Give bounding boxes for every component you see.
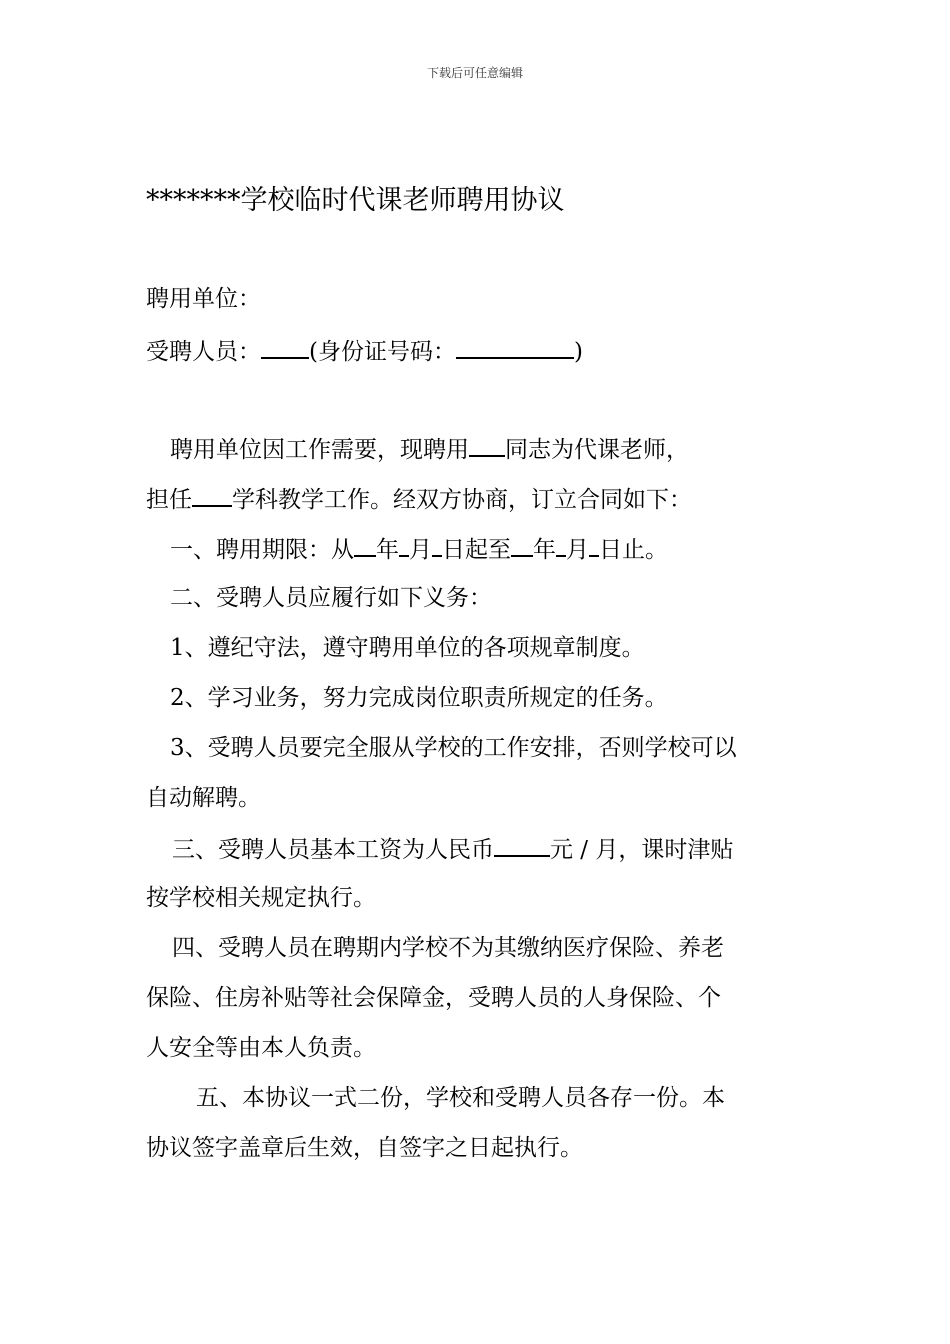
employee-name-blank (261, 335, 309, 359)
id-number-close: ) (573, 339, 583, 365)
start-day-blank (432, 533, 442, 557)
insurance-clause-cont-1: 保险、住房补贴等社会保障金，受聘人员的人身保险、个 (146, 985, 721, 1011)
intro-text: 同志为代课老师， (505, 437, 689, 463)
clause-text: 三、受聘人员基本工资为人民币 (172, 837, 494, 863)
clause-text: 月 (566, 537, 589, 563)
clause-text: 一、聘用期限：从 (170, 537, 354, 563)
intro-text: 聘用单位因工作需要，现聘用 (170, 437, 469, 463)
start-year-blank (354, 533, 376, 557)
clause-text: 日起至 (442, 537, 511, 563)
id-number-blank (456, 335, 574, 359)
salary-clause (172, 833, 733, 865)
id-number-label: (身份证号码： (309, 339, 456, 365)
page-header-note: 下载后可任意编辑 (426, 66, 523, 80)
intro-line-2 (146, 483, 692, 515)
start-month-blank (399, 533, 409, 557)
employee-line (146, 335, 583, 367)
subject-blank (192, 483, 232, 507)
insurance-clause: 四、受聘人员在聘期内学校不为其缴纳医疗保险、养老 (172, 935, 724, 961)
copies-clause: 五、本协议一式二份，学校和受聘人员各存一份。本 (196, 1085, 725, 1111)
salary-clause-cont: 按学校相关规定执行。 (146, 885, 376, 911)
duty-item-1: 1、遵纪守法，遵守聘用单位的各项规章制度。 (170, 635, 645, 661)
salary-amount-blank (494, 833, 550, 857)
intro-text: 担任 (146, 487, 192, 513)
end-year-blank (511, 533, 533, 557)
clause-text: 元 / 月，课时津贴 (550, 837, 734, 863)
duty-item-3-cont: 自动解聘。 (146, 785, 261, 811)
duties-heading: 二、受聘人员应履行如下义务： (170, 585, 492, 611)
employer-line (146, 284, 261, 314)
clause-text: 年 (376, 537, 399, 563)
employer-label: 聘用单位： (146, 286, 261, 312)
employee-label: 受聘人员： (146, 339, 261, 365)
copies-clause-cont: 协议签字盖章后生效，自签字之日起执行。 (146, 1135, 583, 1161)
intro-line-1 (170, 433, 689, 465)
teacher-name-blank (469, 433, 505, 457)
clause-text: 年 (533, 537, 556, 563)
duty-item-3: 3、受聘人员要完全服从学校的工作安排，否则学校可以 (170, 735, 737, 761)
clause-text: 日止。 (599, 537, 668, 563)
duty-item-2: 2、学习业务，努力完成岗位职责所规定的任务。 (170, 685, 668, 711)
end-month-blank (556, 533, 566, 557)
term-clause (170, 533, 668, 565)
end-day-blank (589, 533, 599, 557)
document-title: *******学校临时代课老师聘用协议 (146, 185, 565, 216)
clause-text: 月 (409, 537, 432, 563)
intro-text: 学科教学工作。经双方协商，订立合同如下： (232, 487, 692, 513)
insurance-clause-cont-2: 人安全等由本人负责。 (146, 1035, 376, 1061)
